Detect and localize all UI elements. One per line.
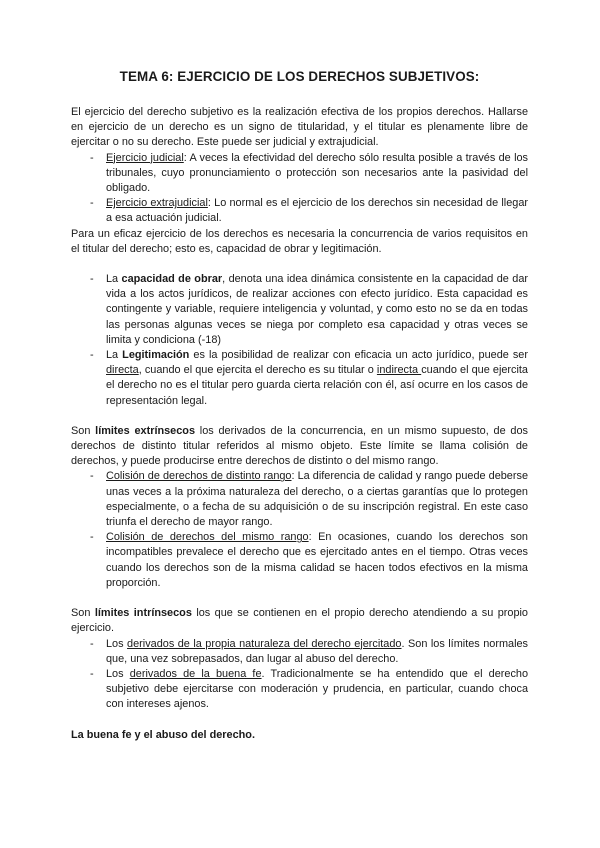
term-colision-mismo-rango: Colisión de derechos del mismo rango	[106, 531, 309, 544]
list-item: - Colisión de derechos de distinto rango: La diferencia de calidad y rango puede deberse unas veces a la próxima naturaleza del derecho, o a ciertas garantías que lo protegen especialmente, o a fecha de su adquisición o de su inscripción registral. En este caso triunfa el derecho de mayor rango.	[71, 469, 528, 530]
term-colision-distinto-rango: Colisión de derechos de distinto rango	[106, 470, 292, 483]
requirements-list	[71, 272, 528, 409]
term-directa: directa	[106, 364, 139, 377]
list-item: - Ejercicio extrajudicial: Lo normal es el ejercicio de los derechos sin necesidad de llegar a esa actuación judicial.	[71, 196, 528, 226]
term-limites-extrinsecos: límites extrínsecos	[95, 424, 195, 437]
intrinsic-limits-list	[71, 637, 528, 713]
list-item: - La Legitimación es la posibilidad de realizar con eficacia un acto jurídico, puede ser directa, cuando el que ejercita el derecho es su titular o indirecta cuando el que ejercita el derecho no es el titular pero guarda cierta relación con él, así ocurre en los casos de representación legal.	[71, 348, 528, 409]
term-naturaleza-derecho: derivados de la propia naturaleza del derecho ejercitado	[127, 637, 402, 650]
page-title: TEMA 6: EJERCICIO DE LOS DERECHOS SUBJETIVOS:	[119, 69, 480, 84]
list-item: - Ejercicio judicial: A veces la efectividad del derecho sólo resulta posible a través de los tribunales, cuyo pronunciamiento o protección son necesarios ante la pasividad del obligado.	[71, 151, 528, 197]
exercise-types-list	[71, 151, 528, 227]
term-indirecta: indirecta	[376, 364, 422, 377]
list-item: - Colisión de derechos del mismo rango: En ocasiones, cuando los derechos son incompatibles prevalece el derecho que es ejercitado antes en el tiempo. Otras veces cuando los derechos son de la misma calidad se hacen todos efectivos en la misma proporción.	[71, 530, 528, 591]
intrinsic-limits-paragraph: Son límites intrínsecos los que se contienen en el propio derecho atendiendo a su propio ejercicio.	[71, 607, 528, 635]
list-item: - Los derivados de la buena fe. Tradicionalmente se ha entendido que el derecho subjetivo debe ejercitarse con moderación y prudencia, en particular, cuando choca con intereses ajenos.	[71, 667, 528, 713]
document-page	[71, 68, 528, 743]
list-item: - La capacidad de obrar, denota una idea dinámica consistente en la capacidad de dar vida a los actos jurídicos, de realizar acciones con efecto jurídico. Esta capacidad es contingente y variable, requiere inteligencia y voluntad, y como esto no se da en todas las personas algunas veces se niega por completo esa capacidad y otras veces se limita y condiciona (-18)	[71, 272, 528, 348]
term-legitimacion: Legitimación	[122, 349, 190, 362]
term-buena-fe: derivados de la buena fe	[129, 667, 262, 680]
term-limites-intrinsecos: límites intrínsecos	[94, 607, 192, 620]
extrinsic-limits-paragraph: Son límites extrínsecos los derivados de la concurrencia, en un mismo supuesto, de dos derechos de distinto titular referidos al mismo objeto. Este límite se llama colisión de derechos, y puede producirse entre derechos de distinto o del mismo rango.	[71, 424, 528, 468]
extrinsic-limits-list	[71, 469, 528, 591]
term-capacidad-de-obrar: capacidad de obrar	[121, 273, 223, 286]
term-ejercicio-extrajudicial: Ejercicio extrajudicial	[106, 197, 208, 210]
list-item: - Los derivados de la propia naturaleza del derecho ejercitado. Son los límites normales que, una vez sobrepasados, dan lugar al abuso del derecho.	[71, 637, 528, 667]
term-ejercicio-judicial: Ejercicio judicial	[106, 151, 184, 164]
section-heading-buena-fe: La buena fe y el abuso del derecho.	[71, 728, 255, 741]
requirements-paragraph: Para un eficaz ejercicio de los derechos es necesaria la concurrencia de varios requisitos en el titular del derecho; esto es, capacidad de obrar y legitimación.	[71, 227, 528, 255]
intro-paragraph: El ejercicio del derecho subjetivo es la realización efectiva de los propios derechos. Hallarse en ejercicio de un derecho es un signo de titularidad, y el titular es plenamente libre de ejercitar o no su derecho. Este puede ser judicial y extrajudicial.	[71, 106, 528, 149]
